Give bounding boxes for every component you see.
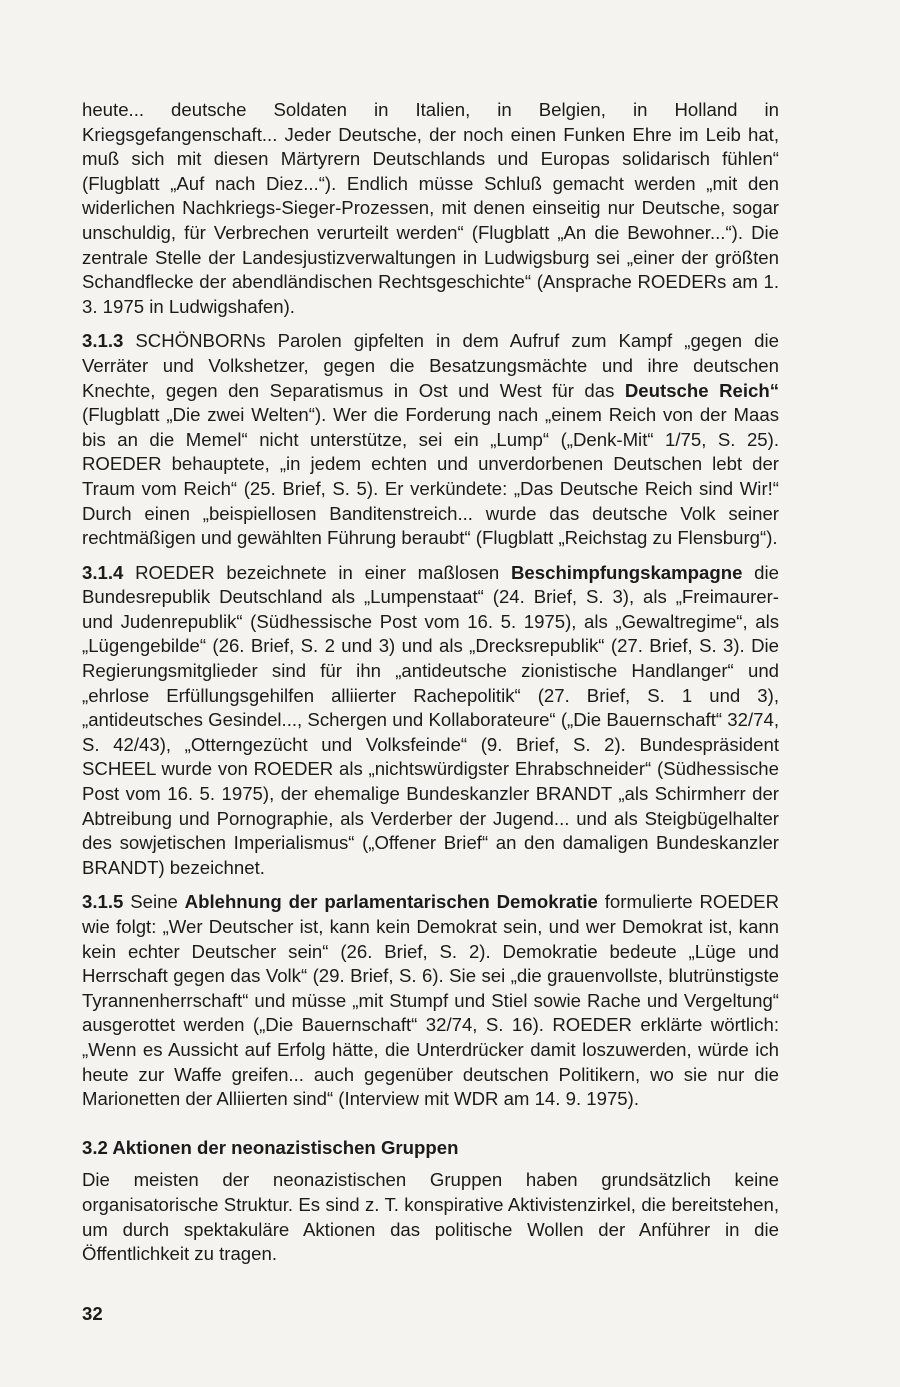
paragraph-text: (Flugblatt „Die zwei Welten“). Wer die Forderung nach „einem Reich von der Maas bis an die Memel“ nicht unterstütze, sei ein „Lump“ („Denk-Mit“ 1/75, S. 25). ROEDER behauptete, „in jedem echten und unverdorbenen Deutschen lebt der Traum vom Reich“ (25. Brief, S. 5). Er verkündete: „Das Deutsche Reich sind Wir!“ Durch einen „beispiellosen Banditenstreich... wurde das deutsche Volk seiner rechtmäßigen und gewählten Führung beraubt“ (Flugblatt „Reichstag zu Flensburg“). (82, 404, 779, 549)
paragraph-3-1-3 (82, 329, 779, 550)
paragraph-text: formulierte ROEDER wie folgt: „Wer Deutscher ist, kann kein Demokrat sein, und wer Demokrat ist, kann kein echter Deutscher sein“ (26. Brief, S. 2). Demokratie bedeute „Lüge und Herrschaft gegen das Volk“ (29. Brief, S. 6). Sie sei „die grauenvollste, blutrünstigste Tyrannenherrschaft“ und müsse „mit Stumpf und Stiel sowie Rache und Vergeltung“ ausgerottet werden („Die Bauernschaft“ 32/74, S. 16). ROEDER erklärte wörtlich: „Wenn es Aussicht auf Erfolg hätte, die Unterdrücker damit loszuwerden, würde ich heute zur Waffe greifen... auch gegenüber deutschen Politikern, wo sie nur die Marionetten der Alliierten sind“ (Interview mit WDR am 14. 9. 1975). (82, 891, 779, 1110)
emphasis-text: Beschimpfungskampagne (511, 561, 743, 583)
section-number: 3.1.4 (82, 561, 124, 583)
paragraph-text: ROEDER bezeichnete in einer maßlosen (123, 561, 511, 583)
emphasis-text: Deutsche Reich“ (624, 379, 779, 401)
paragraph-text: heute... deutsche Soldaten in Italien, in Belgien, in Holland in Kriegsgefangenschaft... Jeder Deutsche, der noch einen Funken Ehre im Leib hat, muß sich mit diesen Märtyrern Deutschlands und Europas solidarisch fühlen“ (Flugblatt „Auf nach Diez...“). Endlich müsse Schluß gemacht werden „mit den widerlichen Nachkriegs-Sieger-Prozessen, mit denen einseitig nur Deutsche, sogar unschuldig, für Verbrechen verurteilt werden“ (Flugblatt „An die Bewohner...“). Die zentrale Stelle der Landesjustizverwaltungen in Ludwigsburg sei „einer der größten Schandflecke der abendländischen Rechtsgeschichte“ (Ansprache ROEDERs am 1. 3. 1975 in Ludwigshafen). (82, 99, 779, 317)
paragraph-text: Seine (123, 891, 185, 913)
section-heading: 3.2 Aktionen der neonazistischen Gruppen (82, 1136, 459, 1158)
paragraph-text: SCHÖNBORNs Parolen gipfelten in dem Aufruf zum Kampf „gegen die Verräter und Volkshetzer, gegen die Besatzungsmächte und ihre deutschen Knechte, gegen den Separatismus in Ost und West für das (82, 330, 779, 401)
page-number: 32 (82, 1303, 103, 1324)
paragraph-3-1-4 (82, 561, 779, 881)
text-column (82, 98, 779, 1267)
paragraph-text: die Bundesrepublik Deutschland als „Lumpenstaat“ (24. Brief, S. 3), als „Freimaurer- und Judenrepublik“ (Südhessische Post vom 16. 5. 1975), als „Gewaltregime“, als „Lügengebilde“ (26. Brief, S. 2 und 3) und als „Drecksrepublik“ (27. Brief, S. 3). Die Regierungsmitglieder sind für ihn „antideutsche zionistische Handlanger“ und „ehrlose Erfüllungsgehilfen alliierter Rachepolitik“ (27. Brief, S. 1 und 3), „antideutsches Gesindel..., Schergen und Kollaborateure“ („Die Bauernschaft“ 32/74, S. 42/43), „Otterngezücht und Volksfeinde“ (9. Brief, S. 2). Bundespräsident SCHEEL wurde von ROEDER als „nichtswürdigster Ehrabschneider“ (Südhessische Post vom 16. 5. 1975), der ehemalige Bundeskanzler BRANDT „als Schirmherr der Abtreibung und Pornographie, als Verderber der Jugend... und als Steigbügelhalter des sowjetischen Imperialismus“ („Offener Brief“ an den damaligen Bundeskanzler BRANDT) bezeichnet. (82, 561, 779, 878)
emphasis-text: Ablehnung der parlamentarischen Demokratie (184, 891, 598, 913)
section-number: 3.1.3 (82, 330, 124, 352)
paragraph-3-2 (82, 1168, 779, 1266)
paragraph-3-1-5 (82, 890, 779, 1111)
paragraph-continuation (82, 98, 779, 319)
section-number: 3.1.5 (82, 891, 124, 913)
paragraph-text: Die meisten der neonazistischen Gruppen haben grundsätzlich keine organisatorische Struktur. Es sind z. T. konspirative Aktivistenzirkel, die bereitstehen, um durch spektakuläre Aktionen das politische Wollen der Anführer in die Öffentlichkeit zu tragen. (82, 1169, 779, 1265)
